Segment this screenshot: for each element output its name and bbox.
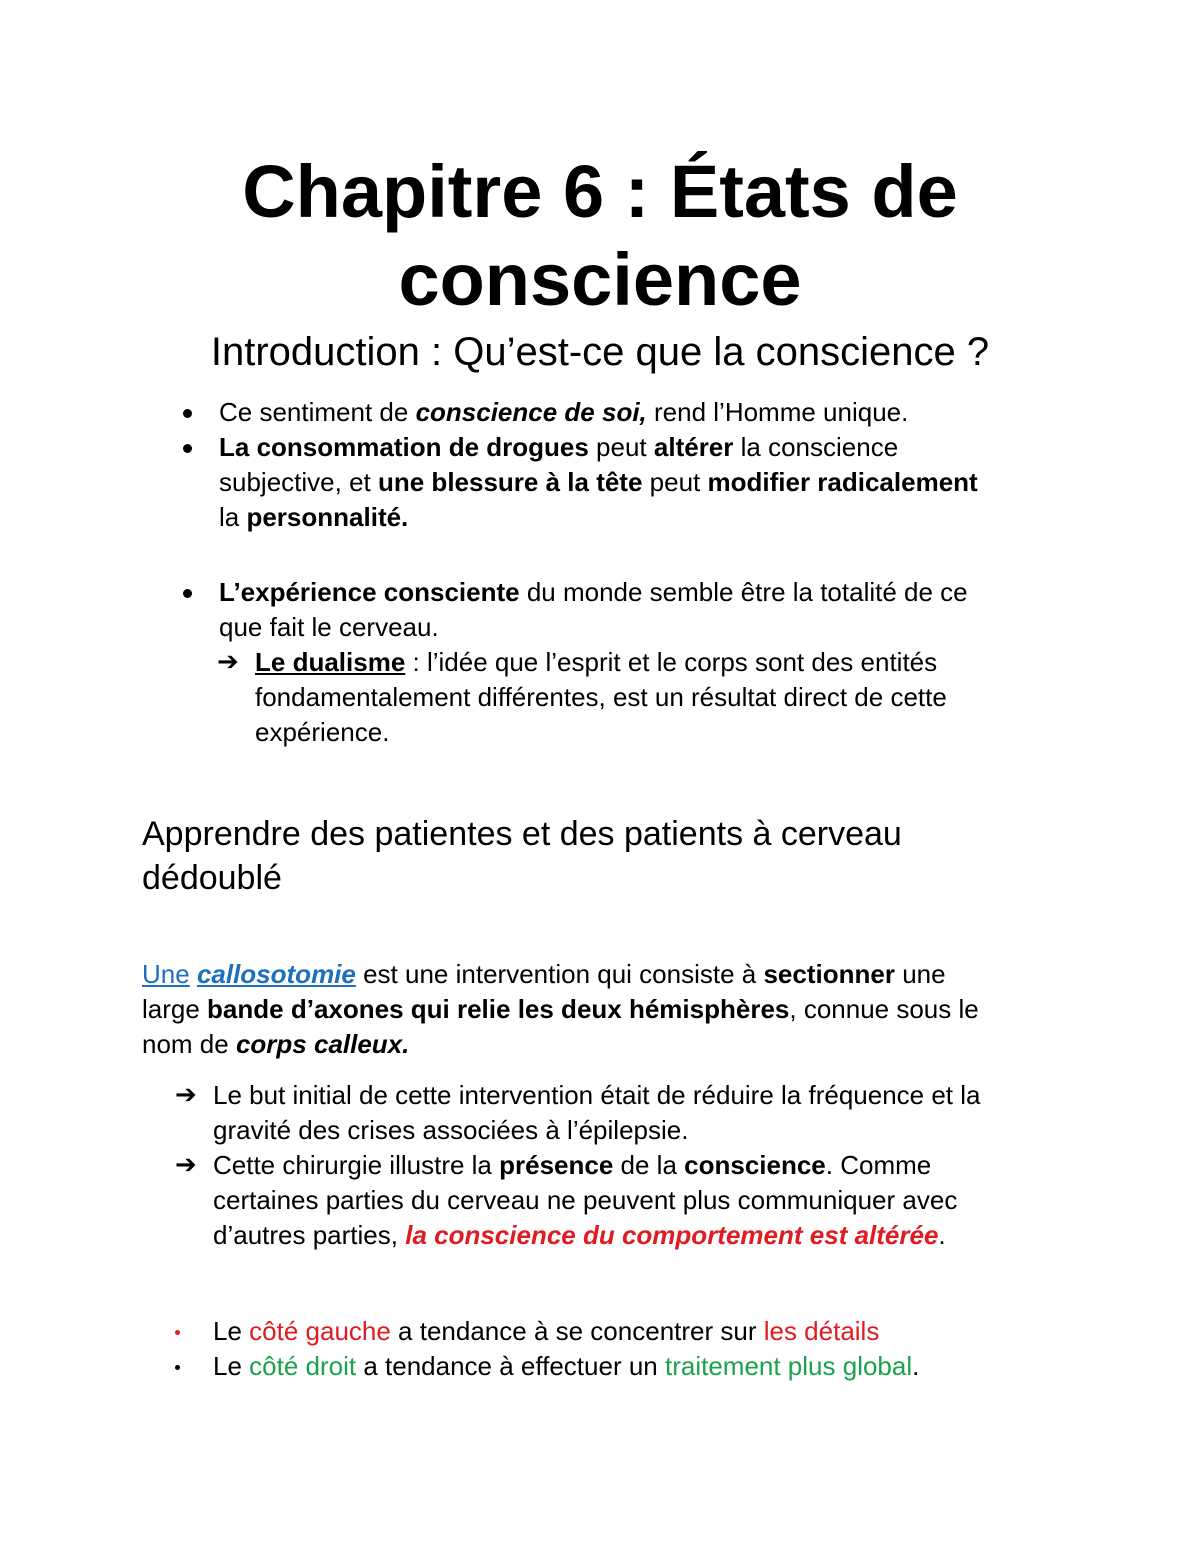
list-item	[175, 1078, 1113, 1148]
bold-text: sectionner	[763, 959, 895, 989]
page-title	[0, 148, 1200, 324]
list-item	[219, 430, 1099, 535]
bullet-icon	[175, 1365, 180, 1370]
bullet-icon	[175, 1330, 180, 1335]
text-run: : l’idée que l’esprit et le corps sont des entités	[405, 647, 938, 677]
link-text[interactable]: Une	[142, 959, 190, 989]
bold-text: conscience	[684, 1150, 826, 1180]
bold-text: La consommation de drogues	[219, 432, 589, 462]
intro-heading: Introduction : Qu’est-ce que la conscience ?	[210, 330, 990, 374]
bold-text: une blessure à la tête	[377, 467, 643, 497]
list-item	[175, 1148, 1113, 1253]
colored-text: les détails	[763, 1316, 880, 1346]
text-run: la	[219, 502, 247, 532]
text-run: est une intervention qui consiste à	[355, 959, 764, 989]
text-run: expérience.	[255, 717, 390, 747]
text-run: une	[894, 959, 946, 989]
list-item	[213, 1349, 1113, 1384]
text-run: .	[912, 1351, 920, 1381]
text-run: peut	[588, 432, 654, 462]
list-item	[219, 575, 1099, 645]
highlight-text: la conscience du comportement est altérée	[405, 1220, 939, 1250]
bullet-icon	[183, 444, 192, 453]
text-run: peut	[642, 467, 708, 497]
text-run: gravité des crises associées à l’épilepsie.	[213, 1115, 689, 1145]
underlined-term: Le dualisme	[255, 647, 406, 677]
bold-text: présence	[499, 1150, 614, 1180]
colored-text: traitement plus global	[664, 1351, 913, 1381]
bullet-icon	[183, 589, 192, 598]
list-item	[213, 1314, 1113, 1349]
dualism-arrow-item	[217, 645, 1115, 750]
text-run: .	[938, 1220, 946, 1250]
text-run: a tendance à effectuer un	[356, 1351, 665, 1381]
bold-text: bande d’axones qui relie les deux hémisphères	[207, 994, 790, 1024]
section-heading	[142, 812, 1042, 900]
list-item	[219, 395, 1099, 430]
arrow-list	[175, 1078, 1113, 1253]
experience-bullet	[219, 575, 1099, 645]
bold-text: L’expérience consciente	[219, 577, 520, 607]
text-run: Le	[213, 1351, 250, 1381]
text-run: subjective, et	[219, 467, 378, 497]
hemisphere-list	[213, 1314, 1113, 1384]
arrow-right-icon: ➔	[217, 647, 239, 677]
list-item	[217, 645, 1115, 750]
bold-text: modifier radicalement	[707, 467, 978, 497]
emphasis-text: conscience de soi,	[415, 397, 647, 427]
title-line-1: Chapitre 6 : États de	[242, 150, 958, 233]
text-run: , connue sous le	[789, 994, 979, 1024]
text-run: fondamentalement différentes, est un résultat direct de cette	[255, 682, 947, 712]
bold-text: altérer	[653, 432, 734, 462]
title-line-2: conscience	[398, 238, 802, 321]
text-run: d’autres parties,	[213, 1220, 406, 1250]
intro-bullet-list	[219, 395, 1099, 535]
text-run: a tendance à se concentrer sur	[390, 1316, 764, 1346]
text-run: la conscience	[733, 432, 899, 462]
section-heading-line: Apprendre des patientes et des patients à cerveau	[142, 815, 902, 853]
text-run: nom de	[142, 1029, 236, 1059]
emphasis-text: corps calleux.	[235, 1029, 410, 1059]
arrow-right-icon: ➔	[175, 1080, 197, 1110]
bullet-icon	[183, 409, 192, 418]
colored-text: côté droit	[249, 1351, 357, 1381]
text-run: rend l’Homme unique.	[646, 397, 909, 427]
colored-text: côté gauche	[249, 1316, 391, 1346]
text-run: . Comme	[825, 1150, 932, 1180]
text-run: certaines parties du cerveau ne peuvent plus communiquer avec	[213, 1185, 958, 1215]
text-run: Le but initial de cette intervention était de réduire la fréquence et la	[213, 1080, 981, 1110]
section-heading-line: dédoublé	[142, 859, 282, 897]
text-run: Cette chirurgie illustre la	[213, 1150, 500, 1180]
callosotomy-paragraph	[142, 957, 1102, 1062]
text-run: Le	[213, 1316, 250, 1346]
text-run: du monde semble être la totalité de ce	[519, 577, 968, 607]
arrow-right-icon: ➔	[175, 1150, 197, 1180]
bold-text: personnalité.	[246, 502, 409, 532]
link-term[interactable]: callosotomie	[196, 959, 356, 989]
text-run: large	[142, 994, 208, 1024]
text-run: de la	[613, 1150, 685, 1180]
text-run: que fait le cerveau.	[219, 612, 439, 642]
text-run: Ce sentiment de	[219, 397, 416, 427]
